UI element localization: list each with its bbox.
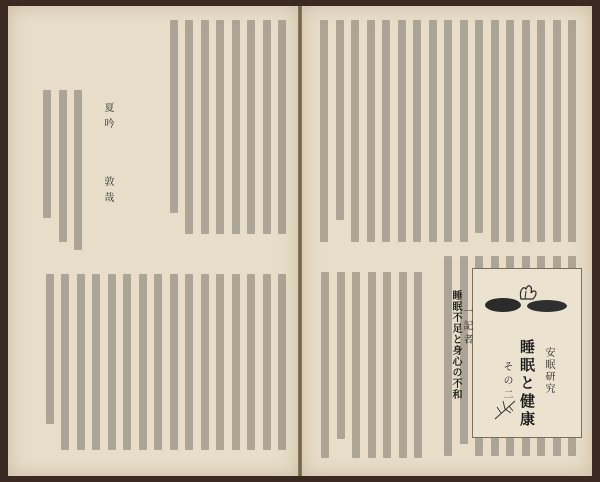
- text-column-placeholder: [74, 90, 82, 250]
- text-column-placeholder: [444, 20, 452, 242]
- text-column-placeholder: [399, 272, 407, 458]
- text-column-placeholder: [429, 20, 437, 242]
- series-label: 安眠研究: [543, 347, 554, 395]
- text-column-placeholder: [92, 274, 100, 450]
- text-column-placeholder: [108, 274, 116, 450]
- text-column-placeholder: [553, 20, 561, 242]
- text-column-placeholder: [232, 274, 240, 450]
- article-title: 睡眠と健康: [518, 339, 536, 429]
- text-column-placeholder: [170, 274, 178, 450]
- text-column-placeholder: [398, 20, 406, 242]
- text-column-placeholder: [278, 274, 286, 450]
- text-column-placeholder: [321, 272, 329, 458]
- article-part: その二: [501, 361, 512, 403]
- text-column-placeholder: [382, 20, 390, 242]
- poem-title: 夏吟: [102, 102, 113, 134]
- text-column-placeholder: [139, 274, 147, 450]
- text-column-placeholder: [59, 90, 67, 242]
- text-column-placeholder: [77, 274, 85, 450]
- text-column-placeholder: [336, 20, 344, 220]
- text-column-placeholder: [232, 20, 240, 234]
- text-column-placeholder: [320, 20, 328, 242]
- text-column-placeholder: [185, 274, 193, 450]
- text-column-placeholder: [278, 20, 286, 234]
- text-column-placeholder: [506, 20, 514, 242]
- text-column-placeholder: [247, 20, 255, 234]
- stones-illustration: [481, 277, 571, 317]
- text-column-placeholder: [247, 274, 255, 450]
- text-column-placeholder: [170, 20, 178, 213]
- left-page: [8, 6, 298, 476]
- text-column-placeholder: [43, 90, 51, 218]
- text-column-placeholder: [537, 20, 545, 242]
- text-column-placeholder: [263, 274, 271, 450]
- text-column-placeholder: [216, 274, 224, 450]
- text-column-placeholder: [383, 272, 391, 458]
- text-column-placeholder: [123, 274, 131, 450]
- sprig-illustration: [491, 395, 521, 423]
- text-column-placeholder: [368, 272, 376, 458]
- text-column-placeholder: [352, 272, 360, 458]
- text-column-placeholder: [367, 20, 375, 242]
- text-column-placeholder: [337, 272, 345, 439]
- text-column-placeholder: [491, 20, 499, 242]
- right-page: [302, 6, 592, 476]
- text-column-placeholder: [522, 20, 530, 242]
- text-column-placeholder: [460, 20, 468, 242]
- text-column-placeholder: [61, 274, 69, 450]
- text-column-placeholder: [263, 20, 271, 234]
- article-title-box: [472, 268, 582, 438]
- text-column-placeholder: [185, 20, 193, 234]
- text-column-placeholder: [414, 272, 422, 458]
- article-author: 一記者: [461, 306, 472, 348]
- text-column-placeholder: [201, 274, 209, 450]
- text-column-placeholder: [568, 20, 576, 242]
- text-column-placeholder: [201, 20, 209, 234]
- section-heading: 睡眠不足と身心の不和: [450, 290, 461, 400]
- text-column-placeholder: [351, 20, 359, 242]
- text-column-placeholder: [216, 20, 224, 234]
- text-column-placeholder: [413, 20, 421, 242]
- text-column-placeholder: [46, 274, 54, 424]
- poem-author: 敦哉: [102, 176, 113, 208]
- text-column-placeholder: [154, 274, 162, 450]
- text-column-placeholder: [475, 20, 483, 233]
